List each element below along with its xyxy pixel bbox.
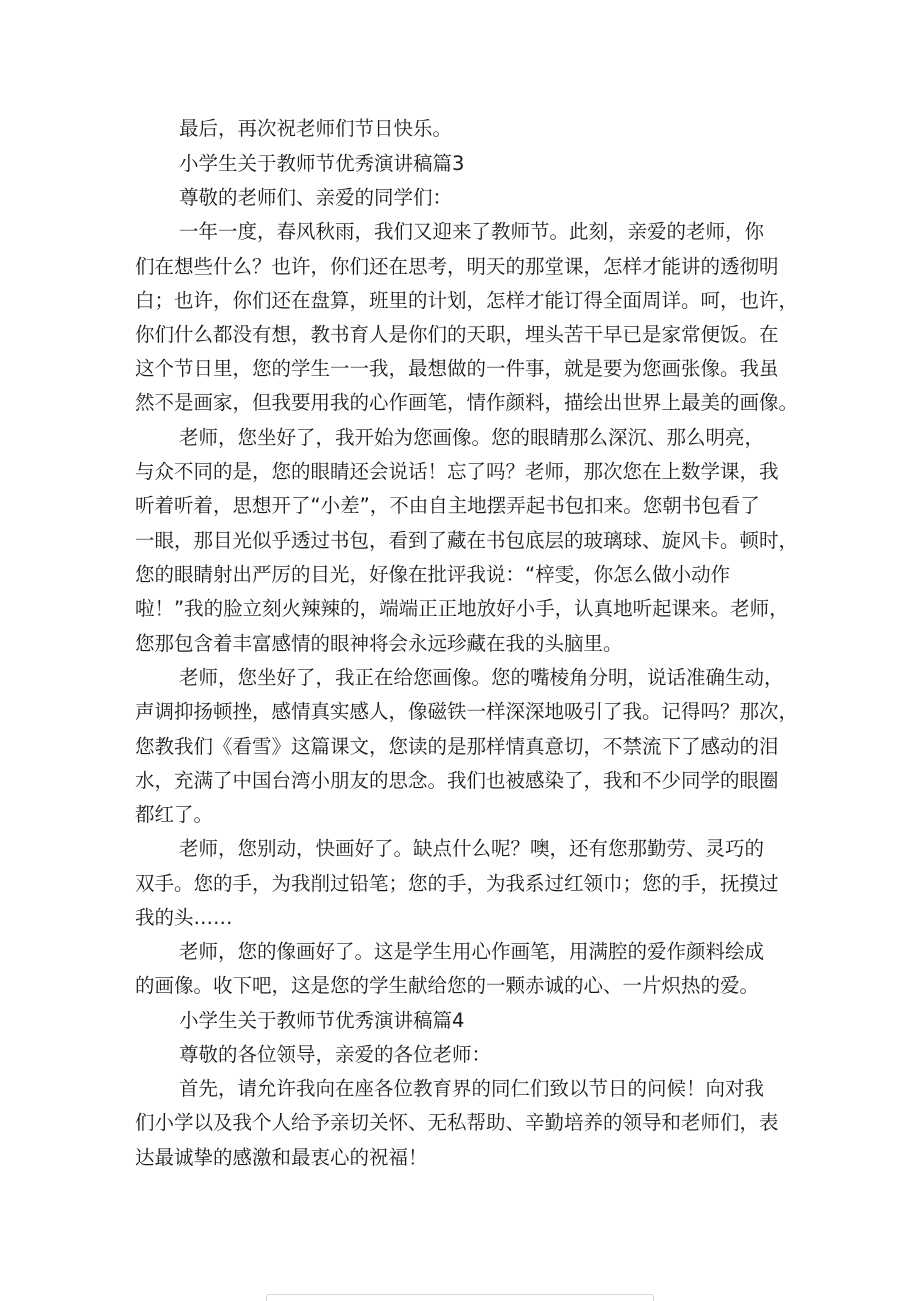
paragraph-line: 您教我们《看雪》这篇课文，您读的是那样情真意切，不禁流下了感动的泪: [135, 735, 779, 758]
footer-divider: [266, 1294, 654, 1301]
salutation: 尊敬的老师们、亲爱的同学们：: [179, 186, 453, 209]
paragraph-line: 们在想些什么？也许，你们还在思考，明天的那堂课，怎样才能讲的透彻明: [135, 255, 779, 278]
paragraph-line: 我的头……: [135, 906, 233, 929]
paragraph-line: 您那包含着丰富感情的眼神将会永远珍藏在我的头脑里。: [135, 632, 623, 655]
closing-line: 最后，再次祝老师们节日快乐。: [179, 117, 453, 140]
paragraph-line: 达最诚挚的感激和最衷心的祝福！: [135, 1146, 428, 1169]
paragraph-line: 的画像。收下吧，这是您的学生献给您的一颗赤诚的心、一片炽热的爱。: [135, 974, 760, 997]
paragraph-line: 声调抑扬顿挫，感情真实感人，像磁铁一样深深地吸引了我。记得吗？那次，: [135, 700, 799, 723]
paragraph-line: 白；也许，你们还在盘算，班里的计划，怎样才能订得全面周详。呵，也许，: [135, 289, 799, 312]
section-heading-3: 小学生关于教师节优秀演讲稿篇3: [179, 152, 465, 175]
paragraph-line: 首先，请允许我向在座各位教育界的同仁们致以节日的问候！向对我: [179, 1077, 765, 1100]
paragraph-line: 老师，您坐好了，我正在给您画像。您的嘴棱角分明，说话准确生动，: [179, 666, 784, 689]
paragraph-line: 都红了。: [135, 803, 214, 826]
paragraph-line: 一年一度，春风秋雨，我们又迎来了教师节。此刻，亲爱的老师，你: [179, 220, 765, 243]
paragraph-line: 您的眼睛射出严厉的目光，好像在批评我说：“梓雯，你怎么做小动作: [135, 563, 731, 586]
paragraph-line: 啦！”我的脸立刻火辣辣的，端端正正地放好小手，认真地听起课来。老师，: [135, 597, 789, 620]
paragraph-line: 老师，您的像画好了。这是学生用心作画笔，用满腔的爱作颜料绘成: [179, 940, 765, 963]
paragraph-line: 水，充满了中国台湾小朋友的思念。我们也被感染了，我和不少同学的眼圈: [135, 769, 779, 792]
section-heading-4: 小学生关于教师节优秀演讲稿篇4: [179, 1009, 465, 1032]
paragraph-line: 老师，您别动，快画好了。缺点什么呢？噢，还有您那勤劳、灵巧的: [179, 837, 765, 860]
paragraph-line: 一眼，那目光似乎透过书包，看到了藏在书包底层的玻璃球、旋风卡。顿时，: [135, 529, 799, 552]
paragraph-line: 们小学以及我个人给予亲切关怀、无私帮助、辛勤培养的领导和老师们，表: [135, 1111, 779, 1134]
paragraph-line: 然不是画家，但我要用我的心作画笔，情作颜料，描绘出世界上最美的画像。: [135, 391, 799, 414]
paragraph-line: 你们什么都没有想，教书育人是你们的天职，埋头苦干早已是家常便饭。在: [135, 323, 779, 346]
paragraph-line: 老师，您坐好了，我开始为您画像。您的眼睛那么深沉、那么明亮，: [179, 426, 765, 449]
paragraph-line: 与众不同的是，您的眼睛还会说话！忘了吗？老师，那次您在上数学课，我: [135, 460, 779, 483]
salutation: 尊敬的各位领导，亲爱的各位老师：: [179, 1043, 492, 1066]
paragraph-line: 听着听着，思想开了“小差”，不由自主地摆弄起书包扣来。您朝书包看了: [135, 494, 760, 517]
paragraph-line: 双手。您的手，为我削过铅笔；您的手，为我系过红领巾；您的手，抚摸过: [135, 872, 779, 895]
paragraph-line: 这个节日里，您的学生一一我，最想做的一件事，就是要为您画张像。我虽: [135, 357, 779, 380]
